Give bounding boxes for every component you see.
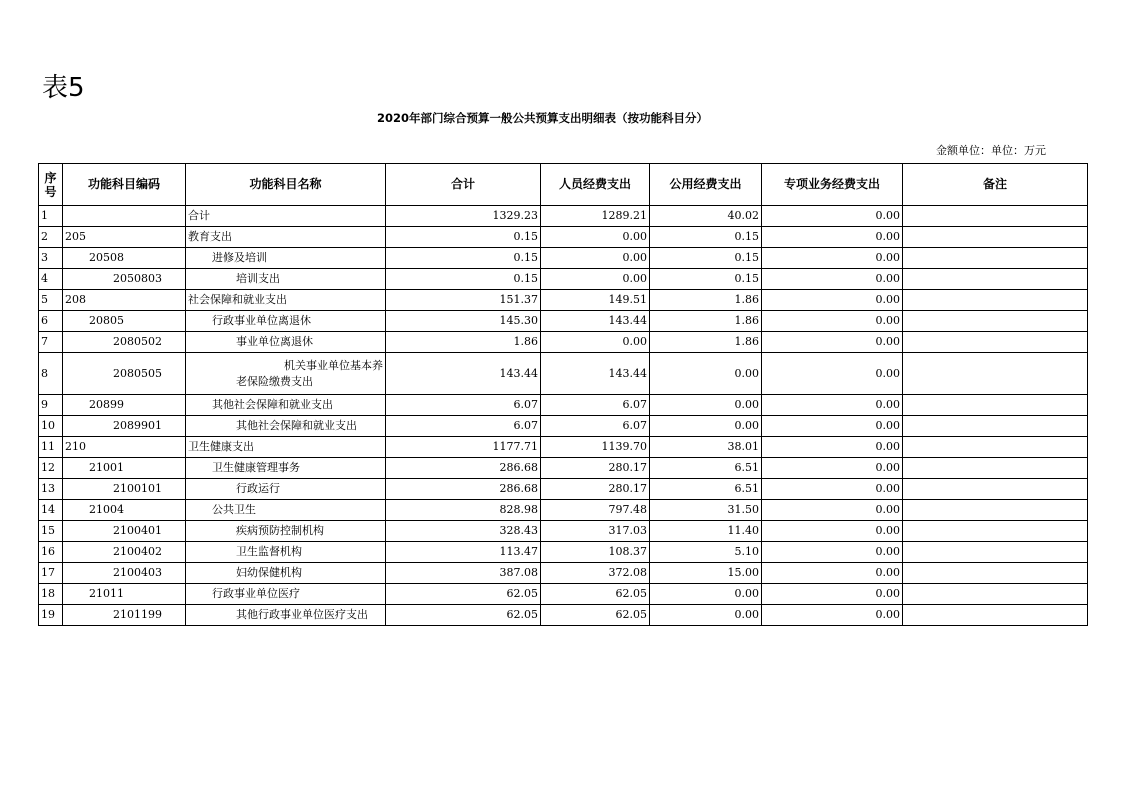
cell-public: 1.86 — [650, 332, 762, 353]
cell-public: 0.00 — [650, 395, 762, 416]
cell-public: 0.00 — [650, 605, 762, 626]
cell-public: 15.00 — [650, 563, 762, 584]
cell-remark — [903, 353, 1088, 395]
cell-remark — [903, 584, 1088, 605]
cell-seq: 14 — [39, 500, 63, 521]
cell-total: 113.47 — [386, 542, 541, 563]
cell-seq: 2 — [39, 227, 63, 248]
cell-personnel: 0.00 — [541, 248, 650, 269]
table-row — [39, 437, 1088, 458]
cell-public: 0.15 — [650, 227, 762, 248]
cell-project: 0.00 — [762, 269, 903, 290]
cell-personnel: 0.00 — [541, 227, 650, 248]
unit-note: 金额单位：单位：万元 — [936, 144, 1046, 157]
cell-remark — [903, 542, 1088, 563]
cell-remark — [903, 458, 1088, 479]
cell-project: 0.00 — [762, 311, 903, 332]
cell-public: 0.00 — [650, 353, 762, 395]
cell-personnel: 0.00 — [541, 269, 650, 290]
cell-remark — [903, 416, 1088, 437]
cell-personnel: 317.03 — [541, 521, 650, 542]
cell-project: 0.00 — [762, 605, 903, 626]
cell-code: 2080502 — [63, 332, 186, 353]
cell-project: 0.00 — [762, 521, 903, 542]
cell-personnel: 143.44 — [541, 311, 650, 332]
table-row — [39, 479, 1088, 500]
cell-personnel: 108.37 — [541, 542, 650, 563]
cell-code: 210 — [63, 437, 186, 458]
cell-personnel: 143.44 — [541, 353, 650, 395]
cell-remark — [903, 311, 1088, 332]
cell-total: 62.05 — [386, 584, 541, 605]
cell-seq: 19 — [39, 605, 63, 626]
cell-total: 286.68 — [386, 479, 541, 500]
cell-name: 进修及培训 — [186, 248, 386, 269]
cell-total: 328.43 — [386, 521, 541, 542]
header-remark: 备注 — [903, 164, 1088, 206]
cell-name: 其他行政事业单位医疗支出 — [186, 605, 386, 626]
cell-total: 145.30 — [386, 311, 541, 332]
cell-code: 21004 — [63, 500, 186, 521]
sheet-title: 表5 — [42, 73, 85, 103]
cell-total: 1177.71 — [386, 437, 541, 458]
cell-seq: 6 — [39, 311, 63, 332]
cell-remark — [903, 332, 1088, 353]
cell-project: 0.00 — [762, 563, 903, 584]
cell-name: 教育支出 — [186, 227, 386, 248]
cell-seq: 13 — [39, 479, 63, 500]
cell-code: 2080505 — [63, 353, 186, 395]
cell-seq: 10 — [39, 416, 63, 437]
header-project: 专项业务经费支出 — [762, 164, 903, 206]
table-row — [39, 521, 1088, 542]
table-header-row — [39, 164, 1088, 206]
cell-total: 1329.23 — [386, 206, 541, 227]
cell-name: 卫生健康支出 — [186, 437, 386, 458]
cell-code — [63, 206, 186, 227]
cell-total: 387.08 — [386, 563, 541, 584]
cell-personnel: 6.07 — [541, 395, 650, 416]
cell-public: 31.50 — [650, 500, 762, 521]
cell-project: 0.00 — [762, 479, 903, 500]
cell-personnel: 372.08 — [541, 563, 650, 584]
cell-code: 21011 — [63, 584, 186, 605]
cell-total: 143.44 — [386, 353, 541, 395]
cell-public: 1.86 — [650, 311, 762, 332]
cell-name: 行政事业单位医疗 — [186, 584, 386, 605]
table-row — [39, 542, 1088, 563]
cell-personnel: 797.48 — [541, 500, 650, 521]
cell-project: 0.00 — [762, 353, 903, 395]
cell-code: 2100101 — [63, 479, 186, 500]
header-public: 公用经费支出 — [650, 164, 762, 206]
cell-name: 疾病预防控制机构 — [186, 521, 386, 542]
cell-code: 20805 — [63, 311, 186, 332]
header-total: 合计 — [386, 164, 541, 206]
cell-project: 0.00 — [762, 458, 903, 479]
cell-code: 20899 — [63, 395, 186, 416]
cell-remark — [903, 605, 1088, 626]
table-row — [39, 395, 1088, 416]
cell-total: 62.05 — [386, 605, 541, 626]
cell-total: 0.15 — [386, 269, 541, 290]
cell-code: 205 — [63, 227, 186, 248]
cell-public: 38.01 — [650, 437, 762, 458]
cell-name: 行政事业单位离退休 — [186, 311, 386, 332]
cell-seq: 9 — [39, 395, 63, 416]
cell-total: 0.15 — [386, 248, 541, 269]
cell-personnel: 62.05 — [541, 605, 650, 626]
cell-name: 妇幼保健机构 — [186, 563, 386, 584]
cell-seq: 7 — [39, 332, 63, 353]
cell-public: 1.86 — [650, 290, 762, 311]
cell-code: 2100401 — [63, 521, 186, 542]
cell-seq: 11 — [39, 437, 63, 458]
cell-project: 0.00 — [762, 542, 903, 563]
cell-personnel: 1139.70 — [541, 437, 650, 458]
table-row — [39, 584, 1088, 605]
table-row — [39, 248, 1088, 269]
cell-code: 20508 — [63, 248, 186, 269]
cell-project: 0.00 — [762, 290, 903, 311]
cell-name: 事业单位离退休 — [186, 332, 386, 353]
cell-total: 6.07 — [386, 416, 541, 437]
cell-seq: 8 — [39, 353, 63, 395]
budget-table — [38, 163, 1088, 626]
cell-name: 行政运行 — [186, 479, 386, 500]
cell-public: 40.02 — [650, 206, 762, 227]
cell-code: 2101199 — [63, 605, 186, 626]
header-name: 功能科目名称 — [186, 164, 386, 206]
cell-remark — [903, 500, 1088, 521]
cell-name: 社会保障和就业支出 — [186, 290, 386, 311]
cell-seq: 18 — [39, 584, 63, 605]
cell-project: 0.00 — [762, 206, 903, 227]
cell-public: 0.15 — [650, 248, 762, 269]
cell-project: 0.00 — [762, 437, 903, 458]
cell-public: 0.00 — [650, 416, 762, 437]
cell-seq: 17 — [39, 563, 63, 584]
cell-name: 其他社会保障和就业支出 — [186, 395, 386, 416]
cell-remark — [903, 395, 1088, 416]
cell-code: 2100403 — [63, 563, 186, 584]
table-row — [39, 563, 1088, 584]
cell-personnel: 0.00 — [541, 332, 650, 353]
cell-public: 0.15 — [650, 269, 762, 290]
cell-personnel: 280.17 — [541, 479, 650, 500]
table-row — [39, 416, 1088, 437]
cell-name: 合计 — [186, 206, 386, 227]
table-row — [39, 290, 1088, 311]
cell-seq: 15 — [39, 521, 63, 542]
cell-remark — [903, 269, 1088, 290]
cell-name: 其他社会保障和就业支出 — [186, 416, 386, 437]
cell-personnel: 1289.21 — [541, 206, 650, 227]
cell-public: 0.00 — [650, 584, 762, 605]
cell-remark — [903, 227, 1088, 248]
cell-code: 21001 — [63, 458, 186, 479]
header-personnel: 人员经费支出 — [541, 164, 650, 206]
cell-total: 286.68 — [386, 458, 541, 479]
cell-name: 公共卫生 — [186, 500, 386, 521]
cell-project: 0.00 — [762, 500, 903, 521]
cell-personnel: 280.17 — [541, 458, 650, 479]
report-title: 2020年部门综合预算一般公共预算支出明细表（按功能科目分） — [376, 111, 708, 125]
cell-personnel: 6.07 — [541, 416, 650, 437]
cell-remark — [903, 479, 1088, 500]
cell-name: 培训支出 — [186, 269, 386, 290]
cell-total: 6.07 — [386, 395, 541, 416]
table-row — [39, 458, 1088, 479]
cell-remark — [903, 290, 1088, 311]
cell-name: 卫生监督机构 — [186, 542, 386, 563]
table-row — [39, 332, 1088, 353]
cell-remark — [903, 437, 1088, 458]
cell-project: 0.00 — [762, 227, 903, 248]
cell-public: 6.51 — [650, 479, 762, 500]
cell-project: 0.00 — [762, 248, 903, 269]
cell-total: 0.15 — [386, 227, 541, 248]
cell-project: 0.00 — [762, 332, 903, 353]
table-row — [39, 353, 1088, 395]
cell-public: 6.51 — [650, 458, 762, 479]
cell-seq: 4 — [39, 269, 63, 290]
table-row — [39, 269, 1088, 290]
table-row — [39, 206, 1088, 227]
table-row — [39, 605, 1088, 626]
table-row — [39, 311, 1088, 332]
cell-remark — [903, 521, 1088, 542]
cell-seq: 12 — [39, 458, 63, 479]
cell-project: 0.00 — [762, 395, 903, 416]
table-body — [39, 206, 1088, 626]
cell-total: 1.86 — [386, 332, 541, 353]
cell-public: 5.10 — [650, 542, 762, 563]
header-seq: 序号 — [39, 164, 63, 206]
cell-seq: 5 — [39, 290, 63, 311]
cell-code: 208 — [63, 290, 186, 311]
cell-name: 机关事业单位基本养老保险缴费支出 — [186, 353, 386, 395]
cell-remark — [903, 206, 1088, 227]
cell-personnel: 149.51 — [541, 290, 650, 311]
cell-code: 2050803 — [63, 269, 186, 290]
cell-seq: 16 — [39, 542, 63, 563]
cell-seq: 3 — [39, 248, 63, 269]
cell-public: 11.40 — [650, 521, 762, 542]
cell-remark — [903, 563, 1088, 584]
cell-code: 2089901 — [63, 416, 186, 437]
cell-remark — [903, 248, 1088, 269]
cell-seq: 1 — [39, 206, 63, 227]
cell-name: 卫生健康管理事务 — [186, 458, 386, 479]
table-row — [39, 227, 1088, 248]
cell-code: 2100402 — [63, 542, 186, 563]
cell-project: 0.00 — [762, 584, 903, 605]
header-code: 功能科目编码 — [63, 164, 186, 206]
cell-project: 0.00 — [762, 416, 903, 437]
cell-total: 828.98 — [386, 500, 541, 521]
cell-personnel: 62.05 — [541, 584, 650, 605]
cell-total: 151.37 — [386, 290, 541, 311]
table-row — [39, 500, 1088, 521]
